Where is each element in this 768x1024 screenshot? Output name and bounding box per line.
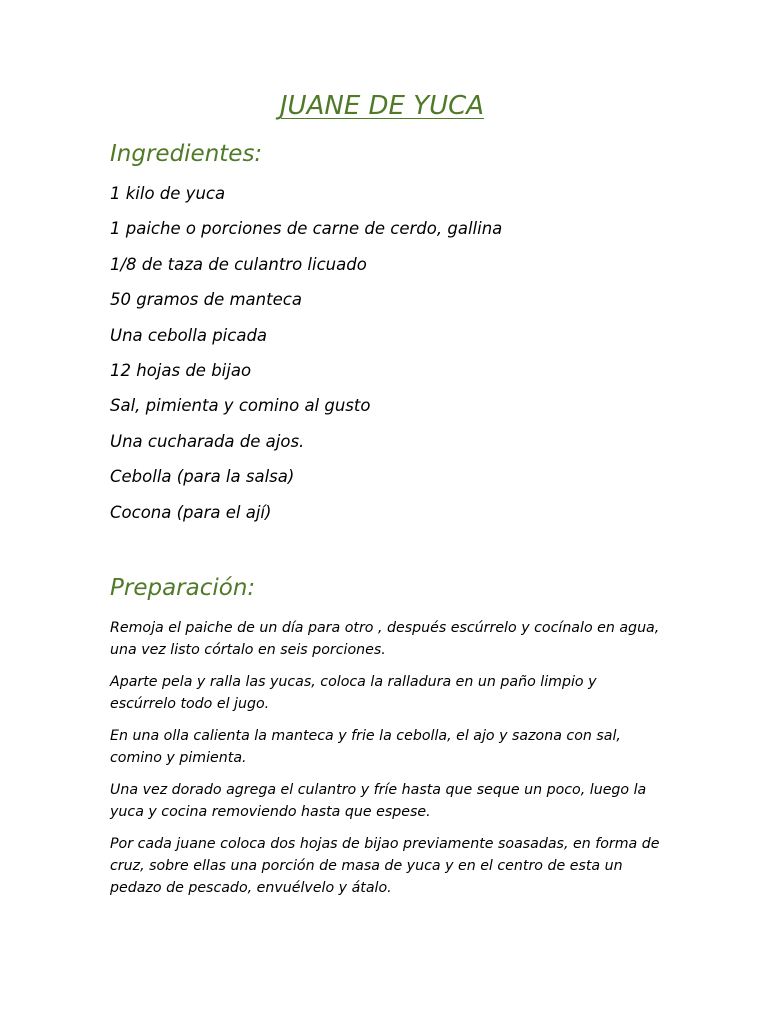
ingredient-item: Cebolla (para la salsa) (110, 467, 295, 487)
ingredient-item: 1 kilo de yuca (110, 184, 226, 203)
preparation-step: Aparte pela y ralla las yucas, coloca la ralladura en un paño limpio y escúrrelo todo el jugo. (110, 674, 597, 712)
ingredient-item: 50 gramos de manteca (110, 290, 302, 310)
preparation-heading: Preparación: (110, 575, 256, 601)
ingredients-list (110, 182, 670, 536)
ingredient-item: 1/8 de taza de culantro licuado (110, 254, 367, 274)
preparation-step: Una vez dorado agrega el culantro y fríe hasta que seque un poco, luego la yuca y cocina removiendo hasta que espese. (110, 782, 647, 820)
preparation-step: Por cada juane coloca dos hojas de bijao previamente soasadas, en forma de cruz, sobre ellas una porción de masa de yuca y en el centro de esta un pedazo de pescado, envuélvelo y átalo. (110, 836, 660, 896)
ingredient-item: Una cucharada de ajos. (110, 431, 305, 451)
ingredient-item: Cocona (para el ají) (110, 502, 272, 522)
preparation-steps (110, 617, 662, 909)
preparation-step: En una olla calienta la manteca y frie la cebolla, el ajo y sazona con sal, comino y pimienta. (110, 728, 621, 766)
ingredient-item: 12 hojas de bijao (110, 360, 252, 380)
ingredients-heading: Ingredientes: (110, 141, 263, 167)
ingredient-item: 1 paiche o porciones de carne de cerdo, gallina (110, 219, 503, 239)
recipe-title: JUANE DE YUCA (279, 91, 485, 121)
ingredient-item: Sal, pimienta y comino al gusto (110, 396, 371, 416)
ingredient-item: Una cebolla picada (110, 325, 268, 345)
preparation-step: Remoja el paiche de un día para otro , después escúrrelo y cocínalo en agua, una vez listo córtalo en seis porciones. (110, 620, 660, 658)
